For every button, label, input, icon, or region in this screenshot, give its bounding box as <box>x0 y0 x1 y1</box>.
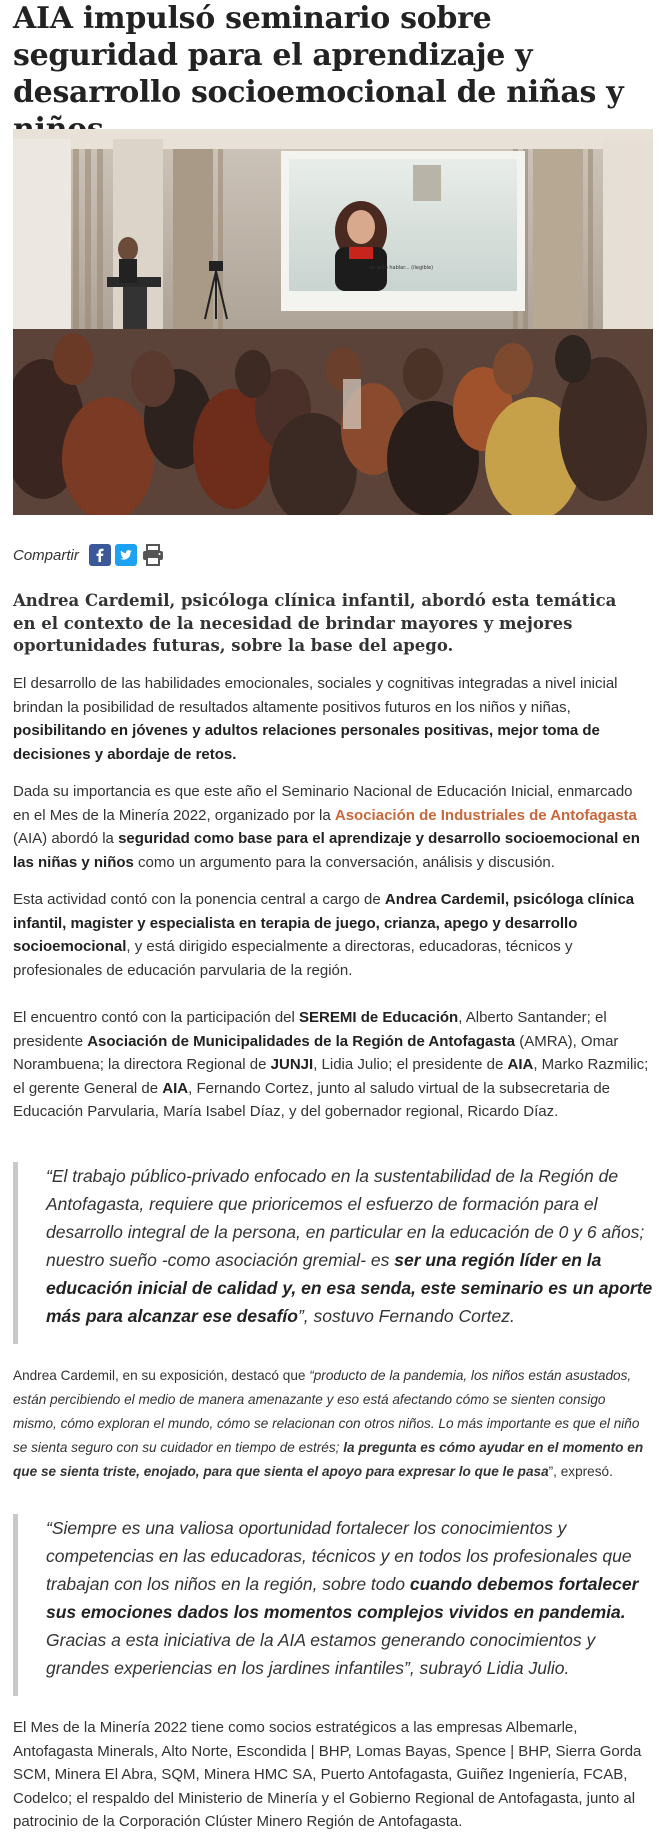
article-lead: Andrea Cardemil, psicóloga clínica infantil, abordó esta temática en el contexto de la necesidad de brindar mayores y mejores oportunidades futuras, sobre la base del apego. <box>13 591 617 655</box>
twitter-icon[interactable] <box>115 544 137 566</box>
share-bar <box>13 542 163 568</box>
slide-caption: un acto hablar... (ilegible) <box>369 265 434 271</box>
paragraph-4: El encuentro contó con la participación del SEREMI de Educación, Alberto Santander; el presidente Asociación de Municipalidades de la Región de Antofagasta (AMRA), Omar Norambuena; la directora Regional de JUNJI, Lidia Julio; el presidente de AIA, Marko Razmilic; el gerente General de AIA, Fernando Cortez, junto al saludo virtual de la subsecretaria de Educación Parvularia, María Isabel Díaz, y del gobernador regional, Ricardo Díaz. <box>13 1009 649 1120</box>
paragraph-2: Dada su importancia es que este año el Seminario Nacional de Educación Inicial, enmarcado en el Mes de la Minería 2022, organizado por la Asociación de Industriales de Antofagasta (AIA) abordó la seguridad como base para el aprendizaje y desarrollo socioemocional en las niñas y niños como un argumento para la conversación, análisis y discusión. <box>13 783 640 871</box>
quote-fernando-cortez: “El trabajo público-privado enfocado en la sustentabilidad de la Región de Antofagasta, requiere que prioricemos el esfuerzo de formación para el desarrollo integral de la persona, en particular en la educación de 0 y 6 años; nuestro sueño -como asociación gremial- es ser una región líder en la educación inicial de calidad y, en esa senda, este seminario es un aporte más para alcanzar ese desafío”, sostuvo Fernando Cortez. <box>13 1162 658 1344</box>
paragraph-6: El Mes de la Minería 2022 tiene como socios estratégicos a las empresas Albemarle, Antofagasta Minerals, Alto Norte, Escondida | BHP, Lomas Bayas, Spence | BHP, Sierra Gorda SCM, Minera El Abra, SQM, Minera HMC SA, Puerto Antofagasta, Guiñez Ingeniería, FCAB, Codelco; el respaldo del Ministerio de Minería y el Gobierno Regional de Antofagasta, junto al patrocinio de la Corporación Clúster Minero Región de Antofagasta. <box>13 1719 642 1830</box>
aia-link[interactable]: Asociación de Industriales de Antofagasta <box>334 806 637 824</box>
print-icon[interactable] <box>141 544 163 566</box>
seminar-photo-illustration <box>13 129 653 515</box>
share-label: Compartir <box>13 546 79 564</box>
facebook-icon[interactable] <box>89 544 111 566</box>
quote-lidia-julio: “Siempre es una valiosa oportunidad fortalecer los conocimientos y competencias en las educadoras, técnicos y en todos los profesionales que trabajan con los niños en la región, sobre todo cuando debemos fortalecer sus emociones dados los momentos complejos vividos en pandemia. Gracias a esta iniciativa de la AIA estamos generando conocimientos y grandes experiencias en los jardines infantiles”, subrayó Lidia Julio. <box>13 1514 658 1696</box>
paragraph-3: Esta actividad contó con la ponencia central a cargo de Andrea Cardemil, psicóloga clínica infantil, magister y especialista en terapia de juego, crianza, apego y desarrollo socioemocional, y está dirigido especialmente a directoras, educadoras, técnicos y profesionales de educación parvularia de la región. <box>13 891 635 979</box>
article-title: AIA impulsó seminario sobre seguridad para el aprendizaje y desarrollo socioemocional de niñas y <box>13 1 624 110</box>
seminar-photo <box>13 129 653 515</box>
article <box>13 0 653 1830</box>
paragraph-5: Andrea Cardemil, en su exposición, destacó que “producto de la pandemia, los niños están asustados, están percibiendo el medio de manera amenazante y eso está afectando cómo se sienten consigo mismo, cómo exploran el mundo, cómo se relacionan con otros niños. Lo más importante es que el niño se sienta seguro con su cuidador en tiempo de estrés; la pregunta es cómo ayudar en el momento en que se sienta triste, enojado, para que sienta el apoyo para expresar lo que le pasa”, expresó. <box>13 1368 644 1479</box>
paragraph-1: El desarrollo de las habilidades emocionales, sociales y cognitivas integradas a nivel inicial brindan la posibilidad de resultados altamente positivos futuros en los niños y niñas, posibilitando en jóvenes y adultos relaciones personales positivas, mejor toma de decisiones y abordaje de retos. <box>13 675 618 763</box>
